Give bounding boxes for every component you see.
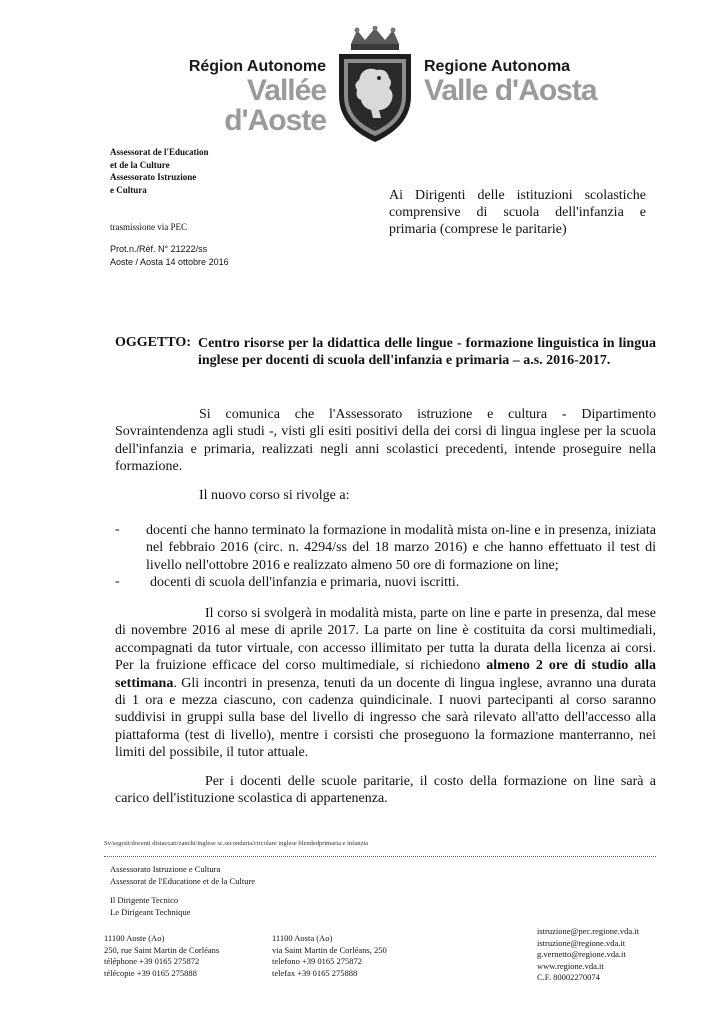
- bullet-dash: -: [115, 522, 120, 537]
- logo-french-line1: Région Autonome: [188, 58, 326, 75]
- footer-sign-fr: Le Dirigeant Technique: [110, 906, 191, 917]
- footer-sign-it: Il Dirigente Tecnico: [110, 895, 179, 905]
- contact-email[interactable]: istruzione@regione.vda.it: [537, 937, 626, 948]
- contact-website[interactable]: www.regione.vda.it: [537, 960, 604, 971]
- regional-coat-of-arms-icon: [333, 26, 417, 144]
- office-line: e Cultura: [110, 184, 147, 195]
- paragraph-2: Il nuovo corso si rivolge a:: [199, 488, 350, 503]
- paragraph-1: Si comunica che l'Assessorato istruzione e cultura - Dipartimento Sovraintendenza agli studi -, visti gli esiti positivi della dei corsi di lingua inglese per la scuola dell'infanzia e primaria, realizzati negli anni scolastici precedenti, intende proseguire nella formazione.: [115, 407, 656, 475]
- recipient: Ai Dirigenti delle istituzioni scolastiche comprensive di scuola dell'infanzia e primaria (comprese le paritarie): [389, 188, 646, 237]
- address-italian: [272, 933, 387, 979]
- office-line: Assessorato Istruzione: [110, 172, 197, 182]
- address-line: 250, rue Saint Martin de Corléans: [104, 944, 220, 955]
- office-block: [110, 146, 290, 196]
- address-line: téléphone +39 0165 275872: [104, 956, 200, 966]
- contact-block: [537, 926, 639, 984]
- paragraph-3-emphasis: almeno 2 ore di studio alla settimana: [115, 658, 656, 691]
- footer-dept-fr: Assessorat de l'Educatione et de la Culture: [110, 875, 256, 886]
- bullet-dash: -: [115, 574, 120, 589]
- bullet-item-2: docenti di scuola dell'infanzia e primaria, nuovi iscritti.: [150, 575, 460, 590]
- subject-label: OGGETTO:: [115, 335, 191, 350]
- footer-dept-it: Assessorato Istruzione e Cultura: [110, 864, 221, 874]
- logo-italian-line2: Valle d'Aosta: [424, 74, 597, 107]
- fiscal-code: C.F. 80002270074: [537, 972, 600, 982]
- address-line: telefono +39 0165 275872: [272, 956, 363, 966]
- bullet-item-1: docenti che hanno terminato la formazione in modalità mista on-line e in presenza, iniziata nel febbraio 2016 (circ. n. 4294/ss del 18 marzo 2016) e che hanno effettuato il test di livello nell'ottobre 2016 e realizzato almeno 50 ore di formazione on line;: [146, 523, 656, 573]
- paragraph-4: Per i docenti delle scuole paritarie, il costo della formazione on line sarà a carico dell'istituzione scolastica di appartenenza.: [115, 774, 656, 807]
- address-line: 11100 Aosta (Ao): [272, 933, 333, 943]
- paragraph-3-part-a: Il corso si svolgerà in modalità mista, parte on line e parte in presenza, dal mese di novembre 2016 al mese di aprile 2017. La parte on line è costituita da corsi multimediali, accompagnati da tutor virtuale, con accesso illimitato per tutta la durata della licenza ai corsi. Per la fruizione efficace del corso multimediale, si richiedono: [115, 606, 656, 674]
- logo-italian: [424, 58, 600, 106]
- address-line: via Saint Martin de Corléans, 250: [272, 944, 387, 955]
- office-line: et de la Culture: [110, 159, 170, 170]
- protocol-number: Prot.n./Réf. N° 21222/ss: [110, 244, 208, 254]
- transmission-note: trasmissione via PEC: [110, 222, 187, 232]
- subject-text: Centro risorse per la didattica delle lingue - formazione linguistica in lingua inglese per docenti di scuola dell'infanzia e primaria – a.s. 2016-2017.: [198, 336, 656, 368]
- footer-departments: [110, 864, 255, 887]
- footer-divider: [104, 856, 656, 857]
- contact-pec-email[interactable]: istruzione@pec.regione.vda.it: [537, 926, 639, 936]
- logo-french: [150, 58, 326, 136]
- paragraph-3-part-b: . Gli incontri in presenza, tenuti da un docente di lingua inglese, avranno una durata di 1 ora e mezza ciascuno, con cadenza quindicinale. I nuovi partecipanti al corso saranno suddivisi in gruppi sulla base del livello di ingresso che sarà rilevato all'atto dell'accesso alla piattaforma (test di livello), mentre i corsisti che proseguono la formazione manterranno, nei limiti del possibile, il tutor attuale.: [115, 675, 656, 761]
- contact-email-personal[interactable]: g.vernetto@regione.vda.it: [537, 949, 626, 959]
- address-line: 11100 Aoste (Ao): [104, 933, 165, 943]
- address-line: télécopie +39 0165 275888: [104, 967, 197, 978]
- footer-signature: [110, 895, 190, 918]
- paragraph-3: [115, 605, 656, 762]
- address-line: telefax +39 0165 275888: [272, 967, 358, 978]
- logo-italian-line1: Regione Autonoma: [424, 58, 571, 75]
- address-french: [104, 933, 219, 979]
- letter-date: Aoste / Aosta 14 ottobre 2016: [110, 257, 229, 267]
- logo-french-line2: Vallée d'Aoste: [224, 74, 326, 137]
- file-path: Sv/segrsit/docenti distaccati/zanchi/inglese sc.secondaria/circolare inglese blendedprimaria e infanzia: [104, 840, 369, 847]
- office-line: Assessorat de l'Education: [110, 147, 209, 157]
